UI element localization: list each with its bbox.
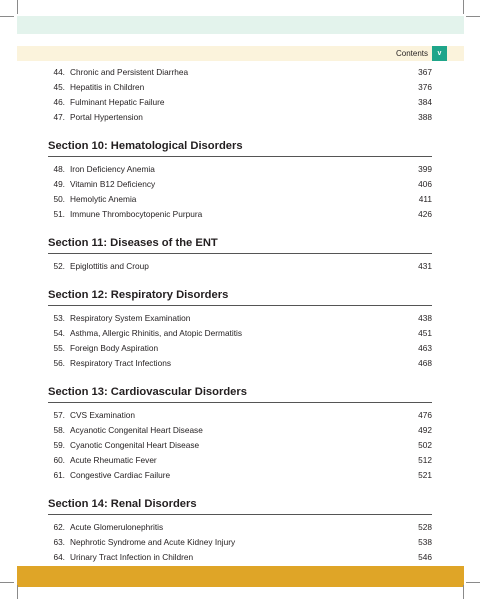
- toc-entry[interactable]: [48, 438, 432, 453]
- toc-entry[interactable]: [48, 535, 432, 550]
- toc-section: [48, 494, 432, 572]
- entry-page: 538: [418, 537, 432, 547]
- entry-page: 376: [418, 82, 432, 92]
- entry-number: 62.: [53, 522, 65, 532]
- toc-entry[interactable]: [48, 520, 432, 535]
- top-color-band: [17, 16, 464, 34]
- entry-number: 55.: [53, 343, 65, 353]
- entry-list: [48, 65, 432, 132]
- toc-entry[interactable]: [48, 80, 432, 95]
- entry-list: [48, 515, 432, 572]
- entry-page: 406: [418, 179, 432, 189]
- toc-entry[interactable]: [48, 341, 432, 356]
- entry-page: 463: [418, 343, 432, 353]
- entry-page: 384: [418, 97, 432, 107]
- entry-title: Acute Rheumatic Fever: [70, 455, 157, 465]
- entry-number: 53.: [53, 313, 65, 323]
- entry-list: [48, 403, 432, 490]
- toc-entry[interactable]: [48, 65, 432, 80]
- entry-number: 59.: [53, 440, 65, 450]
- entry-number: 50.: [53, 194, 65, 204]
- toc-entry[interactable]: [48, 207, 432, 222]
- sections: [48, 136, 432, 572]
- entry-title: Fulminant Hepatic Failure: [70, 97, 165, 107]
- entry-title: Respiratory System Examination: [70, 313, 191, 323]
- section-title: Section 12: Respiratory Disorders: [48, 285, 432, 306]
- crop-mark: [463, 585, 464, 599]
- header-label: Contents: [395, 49, 428, 58]
- entry-number: 61.: [53, 470, 65, 480]
- entry-title: Immune Thrombocytopenic Purpura: [70, 209, 203, 219]
- entry-number: 56.: [53, 358, 65, 368]
- entry-number: 64.: [53, 552, 65, 562]
- toc-section: [48, 233, 432, 281]
- entry-page: 521: [418, 470, 432, 480]
- entry-number: 60.: [53, 455, 65, 465]
- entry-number: 45.: [53, 82, 65, 92]
- entry-page: 388: [418, 112, 432, 122]
- running-header: [17, 46, 464, 61]
- entry-page: 399: [418, 164, 432, 174]
- toc-entry[interactable]: [48, 95, 432, 110]
- toc-entry[interactable]: [48, 326, 432, 341]
- entry-title: Portal Hypertension: [70, 112, 143, 122]
- crop-mark: [466, 582, 480, 583]
- crop-mark: [0, 582, 14, 583]
- entry-title: Vitamin B12 Deficiency: [70, 179, 156, 189]
- entry-page: 528: [418, 522, 432, 532]
- toc-section: [48, 285, 432, 378]
- toc-entry[interactable]: [48, 453, 432, 468]
- crop-mark: [17, 0, 18, 14]
- toc-entry[interactable]: [48, 311, 432, 326]
- section-title: Section 14: Renal Disorders: [48, 494, 432, 515]
- crop-mark: [17, 585, 18, 599]
- entry-title: Iron Deficiency Anemia: [70, 164, 155, 174]
- entry-number: 46.: [53, 97, 65, 107]
- entry-title: Epiglottitis and Croup: [70, 261, 149, 271]
- entry-page: 502: [418, 440, 432, 450]
- entry-number: 51.: [53, 209, 65, 219]
- entry-page: 546: [418, 552, 432, 562]
- entry-page: 438: [418, 313, 432, 323]
- entry-title: Acute Glomerulonephritis: [70, 522, 164, 532]
- crop-mark: [463, 0, 464, 14]
- toc-entry[interactable]: [48, 192, 432, 207]
- entry-title: Nephrotic Syndrome and Acute Kidney Injury: [70, 537, 236, 547]
- entry-title: Hemolytic Anemia: [70, 194, 137, 204]
- entry-page: 411: [418, 194, 432, 204]
- toc-entry[interactable]: [48, 162, 432, 177]
- section-title: Section 13: Cardiovascular Disorders: [48, 382, 432, 403]
- entry-list: [48, 306, 432, 378]
- entry-page: 468: [418, 358, 432, 368]
- toc-section: [48, 382, 432, 490]
- entry-number: 49.: [53, 179, 65, 189]
- entry-title: Hepatitis in Children: [70, 82, 145, 92]
- toc-entry[interactable]: [48, 408, 432, 423]
- entry-number: 47.: [53, 112, 65, 122]
- crop-mark: [0, 16, 14, 17]
- entry-page: 367: [418, 67, 432, 77]
- toc-entry[interactable]: [48, 356, 432, 371]
- section-title: Section 10: Hematological Disorders: [48, 136, 432, 157]
- toc-entry[interactable]: [48, 550, 432, 565]
- entry-title: Urinary Tract Infection in Children: [70, 552, 194, 562]
- entry-number: 63.: [53, 537, 65, 547]
- entry-page: 431: [418, 261, 432, 271]
- entry-list: [48, 254, 432, 281]
- section-title: Section 11: Diseases of the ENT: [48, 233, 432, 254]
- entry-page: 476: [418, 410, 432, 420]
- table-of-contents: [48, 65, 432, 572]
- entry-title: CVS Examination: [70, 410, 136, 420]
- entry-number: 44.: [53, 67, 65, 77]
- entry-title: Asthma, Allergic Rhinitis, and Atopic Dermatitis: [70, 328, 242, 338]
- entry-number: 57.: [53, 410, 65, 420]
- entry-page: 451: [418, 328, 432, 338]
- entry-page: 512: [418, 455, 432, 465]
- entry-number: 54.: [53, 328, 65, 338]
- entry-title: Cyanotic Congenital Heart Disease: [70, 440, 200, 450]
- entry-list: [48, 157, 432, 229]
- entry-page: 426: [418, 209, 432, 219]
- toc-entry[interactable]: [48, 177, 432, 192]
- entry-title: Chronic and Persistent Diarrhea: [70, 67, 189, 77]
- entry-title: Foreign Body Aspiration: [70, 343, 159, 353]
- entry-number: 58.: [53, 425, 65, 435]
- crop-mark: [466, 16, 480, 17]
- toc-section: [48, 136, 432, 229]
- entry-number: 52.: [53, 261, 65, 271]
- entry-number: 48.: [53, 164, 65, 174]
- toc-entry[interactable]: [48, 423, 432, 438]
- entry-page: 492: [418, 425, 432, 435]
- entry-title: Respiratory Tract Infections: [70, 358, 171, 368]
- toc-entry[interactable]: [48, 468, 432, 483]
- toc-entry[interactable]: [48, 259, 432, 274]
- entry-title: Congestive Cardiac Failure: [70, 470, 171, 480]
- entry-title: Acyanotic Congenital Heart Disease: [70, 425, 203, 435]
- toc-entry[interactable]: [48, 110, 432, 125]
- page-number-tab: v: [432, 46, 447, 61]
